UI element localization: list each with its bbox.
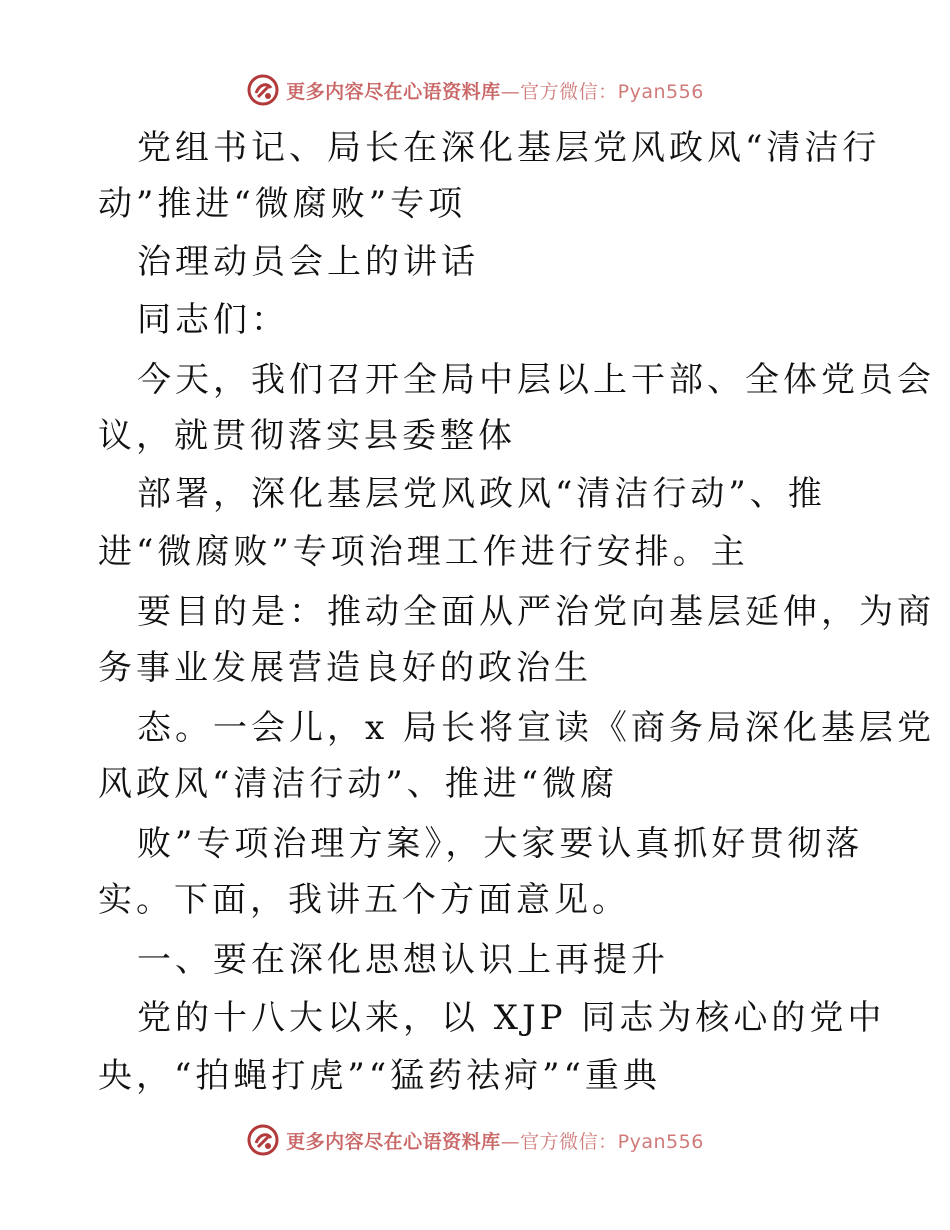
library-logo-icon — [246, 1123, 280, 1157]
salutation: 同志们： — [137, 300, 289, 340]
paragraph-line: 央，“拍蝇打虎”“猛药祛疴”“重典 — [98, 1056, 661, 1096]
paragraph-line: 实。下面，我讲五个方面意见。 — [98, 880, 630, 920]
paragraph-line: 进“微腐败”专项治理工作进行安排。主 — [98, 532, 749, 572]
paragraph-line: 态。一会儿，x 局长将宣读《商务局深化基层党 — [137, 708, 935, 748]
watermark-contact: 官方微信：Pyan556 — [520, 1130, 704, 1153]
paragraph-line: 务事业发展营造良好的政治生 — [98, 648, 592, 688]
paragraph-line: 党的十八大以来，以 XJP 同志为核心的党中 — [137, 998, 886, 1038]
watermark-brand: 更多内容尽在心语资料库 — [286, 1130, 501, 1153]
watermark-contact: 官方微信：Pyan556 — [520, 80, 704, 103]
paragraph-line: 要目的是：推动全面从严治党向基层延伸，为商 — [137, 592, 935, 632]
paragraph-line: 部署，深化基层党风政风“清洁行动”、推 — [137, 474, 826, 514]
paragraph-line: 风政风“清洁行动”、推进“微腐 — [98, 764, 619, 804]
title-line-2: 动”推进“微腐败”专项 — [98, 184, 467, 224]
watermark-separator: — — [500, 1130, 521, 1153]
paragraph-line: 今天，我们召开全局中层以上干部、全体党员会 — [137, 360, 935, 400]
header-watermark — [0, 70, 950, 110]
watermark-text — [286, 1127, 704, 1154]
watermark-brand: 更多内容尽在心语资料库 — [286, 80, 501, 103]
title-line-3: 治理动员会上的讲话 — [137, 242, 479, 282]
section-heading: 一、要在深化思想认识上再提升 — [137, 940, 669, 980]
title-line-1: 党组书记、局长在深化基层党风政风“清洁行 — [137, 128, 881, 168]
paragraph-line: 议，就贯彻落实县委整体 — [98, 416, 516, 456]
library-logo-icon — [246, 73, 280, 107]
footer-watermark — [0, 1120, 950, 1160]
paragraph-line: 败”专项治理方案》，大家要认真抓好贯彻落 — [137, 824, 864, 864]
watermark-text — [286, 77, 704, 104]
watermark-separator: — — [500, 80, 521, 103]
